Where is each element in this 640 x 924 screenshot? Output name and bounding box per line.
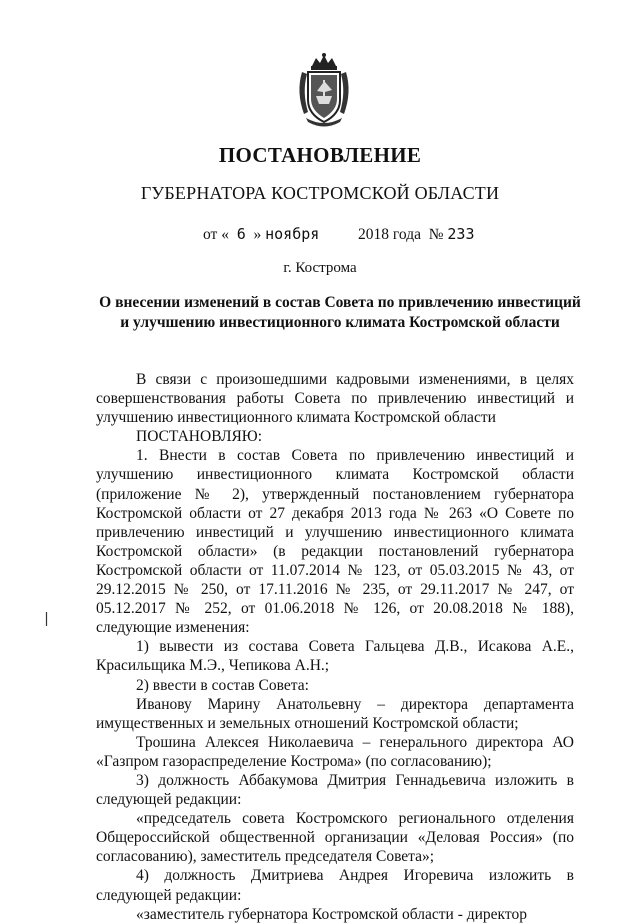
document-date-line — [203, 225, 474, 244]
paragraph-subitem-4: 4) должность Дмитриева Андрея Игоревича изложить в следующей редакции: — [96, 867, 574, 904]
paragraph-quote-dmitriev: «заместитель губернатора Костромской области - директор — [136, 905, 527, 923]
paragraph-decree: ПОСТАНОВЛЯЮ: — [136, 428, 263, 446]
paragraph-member-ivanova: Иванову Марину Анатольевну – директора департамента имущественных и земельных отношений Костромской области; — [96, 695, 574, 732]
paragraph-quote-abbakumov: «председатель совета Костромского регионального отделения Общероссийской общественной организации «Деловая Россия» (по согласованию), заместитель председателя Совета»; — [96, 810, 574, 866]
document-city: г. Кострома — [283, 260, 357, 276]
date-day: 6 — [236, 225, 246, 243]
coat-of-arms-emblem — [292, 52, 356, 128]
date-year: 2018 года — [358, 226, 421, 243]
document-number: 233 — [447, 225, 475, 243]
document-heading — [80, 293, 600, 333]
paragraph-item-1: 1. Внести в состав Совета по привлечению инвестиций и улучшению инвестиционного климата Костромской области (приложение № 2), утвержденный постановлением губернатора Костромской области от 27 декабря 2013 года № 263 «О Совете по привлечению инвестиций и улучшению инвестиционного климата Костромской области» (в редакции постановлений губернатора Костромской области от 11.07.2014 № 123, от 05.03.2015 № 43, от 29.12.2015 № 250, от 17.11.2016 № 235, от 29.11.2017 № 247, от 05.12.2017 № 252, от 01.06.2018 № 126, от 20.08.2018 № 188), следующие изменения: — [96, 447, 574, 637]
paragraph-preamble: В связи с произошедшими кадровыми изменениями, в целях совершенствования работы Совета по привлечению инвестиций и улучшению инвестиционного климата Костромской области — [96, 371, 574, 427]
document-title: ПОСТАНОВЛЕНИЕ — [218, 143, 422, 167]
heading-line-2: и улучшению инвестиционного климата Костромской области — [120, 314, 560, 331]
document-body — [96, 370, 574, 924]
date-mid: » — [253, 226, 262, 243]
paragraph-subitem-1: 1) вывести из состава Совета Гальцева Д.В., Исакова А.Е., Красильщика М.Э., Чепикова А.Н.; — [96, 638, 574, 675]
paragraph-subitem-2: 2) ввести в состав Совета: — [136, 676, 309, 694]
heading-line-1: О внесении изменений в состав Совета по привлечению инвестиций — [99, 294, 581, 311]
date-prefix: от « — [203, 226, 229, 243]
document-issuer: ГУБЕРНАТОРА КОСТРОМСКОЙ ОБЛАСТИ — [140, 183, 500, 203]
number-sign: № — [428, 226, 444, 243]
date-month: ноября — [265, 225, 320, 243]
margin-mark — [45, 612, 48, 626]
paragraph-subitem-3: 3) должность Аббакумова Дмитрия Геннадьевича изложить в следующей редакции: — [96, 771, 574, 809]
paragraph-member-troshin: Трошина Алексея Николаевича – генерального директора АО «Газпром газораспределение Кострома» (по согласованию); — [96, 733, 574, 770]
